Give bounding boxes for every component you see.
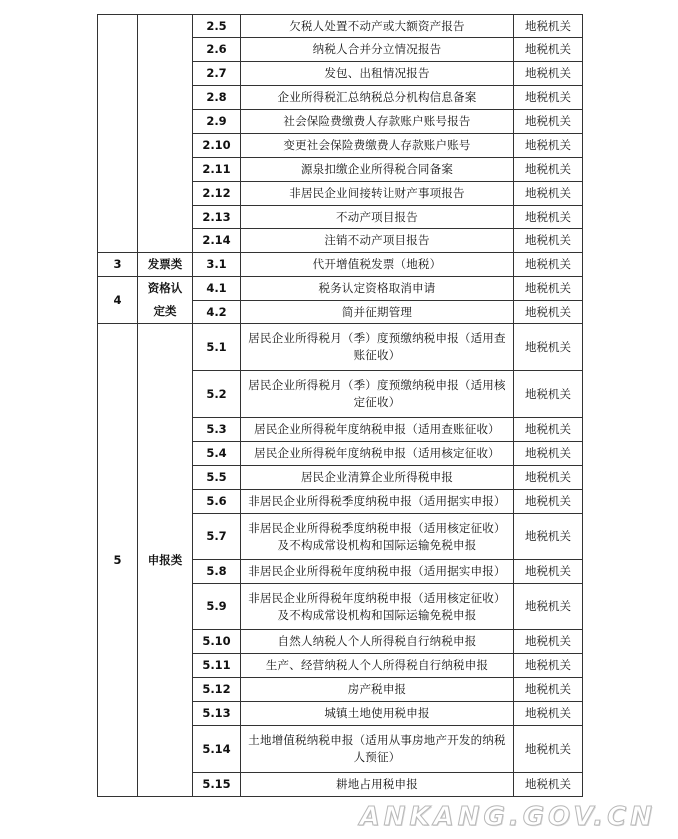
- item-number: 2.9: [193, 110, 241, 134]
- item-name: 非居民企业所得税年度纳税申报（适用核定征收）及不构成常设机构和国际运输免税申报: [241, 584, 514, 630]
- table-row: [98, 277, 583, 301]
- item-authority: 地税机关: [514, 253, 583, 277]
- item-authority: 地税机关: [514, 158, 583, 182]
- category-name: 资格认定类: [138, 277, 193, 324]
- item-name: 居民企业清算企业所得税申报: [241, 466, 514, 490]
- item-authority: 地税机关: [514, 229, 583, 253]
- item-number: 5.9: [193, 584, 241, 630]
- item-number: 2.13: [193, 206, 241, 229]
- item-number: 5.1: [193, 324, 241, 371]
- tax-items-table: [97, 14, 583, 797]
- item-authority: 地税机关: [514, 15, 583, 38]
- item-name: 变更社会保险费缴费人存款账户账号: [241, 134, 514, 158]
- item-authority: 地税机关: [514, 726, 583, 773]
- item-authority: 地税机关: [514, 514, 583, 560]
- item-name: 居民企业所得税月（季）度预缴纳税申报（适用查账征收）: [241, 324, 514, 371]
- item-name: 社会保险费缴费人存款账户账号报告: [241, 110, 514, 134]
- item-name: 税务认定资格取消申请: [241, 277, 514, 301]
- item-name: 欠税人处置不动产或大额资产报告: [241, 15, 514, 38]
- item-number: 2.14: [193, 229, 241, 253]
- category-number: 4: [98, 277, 138, 324]
- item-authority: 地税机关: [514, 371, 583, 418]
- item-name: 非居民企业所得税季度纳税申报（适用据实申报）: [241, 490, 514, 514]
- item-authority: 地税机关: [514, 301, 583, 324]
- item-authority: 地税机关: [514, 490, 583, 514]
- item-name: 房产税申报: [241, 678, 514, 702]
- item-number: 5.12: [193, 678, 241, 702]
- item-number: 5.2: [193, 371, 241, 418]
- item-authority: 地税机关: [514, 773, 583, 797]
- item-name: 源泉扣缴企业所得税合同备案: [241, 158, 514, 182]
- category-name-cell: [138, 15, 193, 253]
- item-authority: 地税机关: [514, 654, 583, 678]
- item-name: 居民企业所得税年度纳税申报（适用查账征收）: [241, 418, 514, 442]
- item-number: 5.11: [193, 654, 241, 678]
- item-number: 5.3: [193, 418, 241, 442]
- item-name: 耕地占用税申报: [241, 773, 514, 797]
- item-number: 2.8: [193, 86, 241, 110]
- item-name: 非居民企业所得税季度纳税申报（适用核定征收）及不构成常设机构和国际运输免税申报: [241, 514, 514, 560]
- item-number: 2.5: [193, 15, 241, 38]
- item-authority: 地税机关: [514, 38, 583, 62]
- item-name: 居民企业所得税月（季）度预缴纳税申报（适用核定征收）: [241, 371, 514, 418]
- item-authority: 地税机关: [514, 630, 583, 654]
- item-name: 城镇土地使用税申报: [241, 702, 514, 726]
- item-number: 5.4: [193, 442, 241, 466]
- item-authority: 地税机关: [514, 418, 583, 442]
- item-number: 2.7: [193, 62, 241, 86]
- item-number: 2.11: [193, 158, 241, 182]
- item-name: 简并征期管理: [241, 301, 514, 324]
- table-row: [98, 253, 583, 277]
- item-name: 不动产项目报告: [241, 206, 514, 229]
- item-name: 纳税人合并分立情况报告: [241, 38, 514, 62]
- item-authority: 地税机关: [514, 110, 583, 134]
- item-authority: 地税机关: [514, 678, 583, 702]
- item-name: 注销不动产项目报告: [241, 229, 514, 253]
- item-name: 自然人纳税人个人所得税自行纳税申报: [241, 630, 514, 654]
- category-no-cell: [98, 15, 138, 253]
- item-number: 3.1: [193, 253, 241, 277]
- item-number: 5.15: [193, 773, 241, 797]
- item-number: 5.6: [193, 490, 241, 514]
- item-authority: 地税机关: [514, 134, 583, 158]
- item-name: 土地增值税纳税申报（适用从事房地产开发的纳税人预征）: [241, 726, 514, 773]
- item-name: 发包、出租情况报告: [241, 62, 514, 86]
- item-number: 5.5: [193, 466, 241, 490]
- item-number: 5.7: [193, 514, 241, 560]
- item-name: 企业所得税汇总纳税总分机构信息备案: [241, 86, 514, 110]
- item-number: 5.14: [193, 726, 241, 773]
- item-number: 5.8: [193, 560, 241, 584]
- item-name: 生产、经营纳税人个人所得税自行纳税申报: [241, 654, 514, 678]
- item-name: 非居民企业所得税年度纳税申报（适用据实申报）: [241, 560, 514, 584]
- category-number: 3: [98, 253, 138, 277]
- item-authority: 地税机关: [514, 277, 583, 301]
- item-number: 2.12: [193, 182, 241, 206]
- item-number: 4.2: [193, 301, 241, 324]
- item-authority: 地税机关: [514, 442, 583, 466]
- item-authority: 地税机关: [514, 324, 583, 371]
- item-authority: 地税机关: [514, 62, 583, 86]
- item-number: 2.6: [193, 38, 241, 62]
- item-number: 5.10: [193, 630, 241, 654]
- item-name: 非居民企业间接转让财产事项报告: [241, 182, 514, 206]
- item-number: 4.1: [193, 277, 241, 301]
- item-authority: 地税机关: [514, 206, 583, 229]
- item-name: 居民企业所得税年度纳税申报（适用核定征收）: [241, 442, 514, 466]
- item-authority: 地税机关: [514, 702, 583, 726]
- item-authority: 地税机关: [514, 182, 583, 206]
- item-authority: 地税机关: [514, 86, 583, 110]
- site-watermark: ANKANG.GOV.CN: [359, 802, 656, 832]
- item-authority: 地税机关: [514, 560, 583, 584]
- item-authority: 地税机关: [514, 466, 583, 490]
- category-name: 申报类: [138, 324, 193, 797]
- item-name: 代开增值税发票（地税）: [241, 253, 514, 277]
- table-row: [98, 324, 583, 371]
- item-number: 5.13: [193, 702, 241, 726]
- table-row: [98, 15, 583, 38]
- item-number: 2.10: [193, 134, 241, 158]
- category-number: 5: [98, 324, 138, 797]
- item-authority: 地税机关: [514, 584, 583, 630]
- category-name: 发票类: [138, 253, 193, 277]
